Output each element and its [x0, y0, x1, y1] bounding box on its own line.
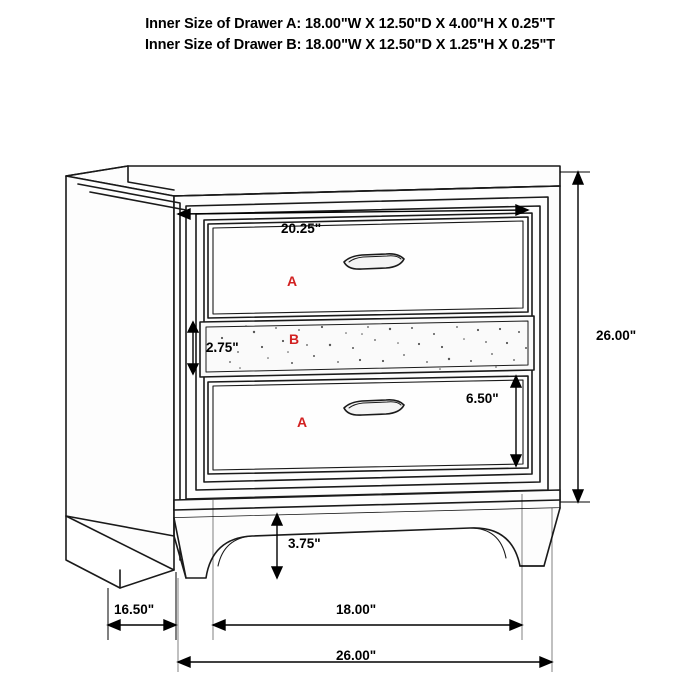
callout-drawer-b: B — [289, 331, 300, 347]
header-line-drawer-b: Inner Size of Drawer B: 18.00"W X 12.50"D X 1.25"H X 0.25"T — [144, 37, 556, 53]
header-line-drawer-a: Inner Size of Drawer A: 18.00"W X 12.50"D X 4.00"H X 0.25"T — [145, 16, 555, 32]
callout-drawer-a-top: A — [287, 273, 298, 289]
dimension-leg-height: 3.75" — [288, 536, 321, 551]
callout-drawer-a-bottom: A — [297, 414, 308, 430]
dimension-inner-width: 18.00" — [336, 602, 377, 617]
dimension-jewelry-drawer-height: 2.75" — [206, 340, 239, 355]
dimension-top-drawer-width: 20.25" — [281, 221, 322, 236]
dimension-bottom-drawer-height: 6.50" — [466, 391, 499, 406]
dimension-overall-width: 26.00" — [336, 648, 377, 663]
dimension-overall-height: 26.00" — [596, 328, 637, 343]
dimension-depth: 16.50" — [114, 602, 155, 617]
